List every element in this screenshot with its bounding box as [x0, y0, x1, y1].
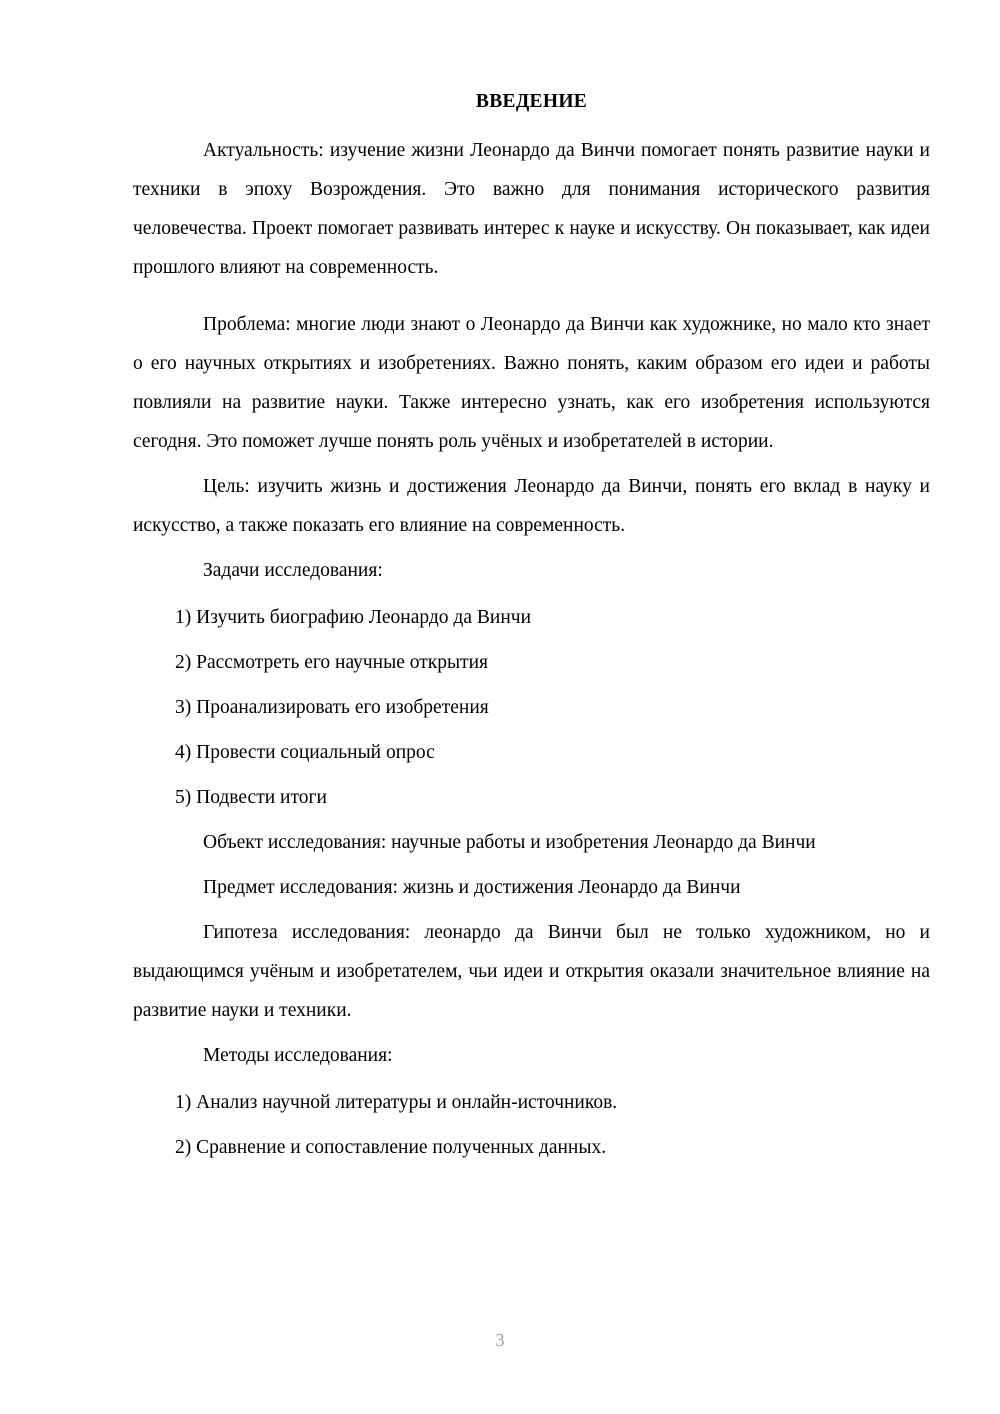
paragraph-hypothesis: Гипотеза исследования: леонардо да Винчи был не только художником, но и выдающимся учёным и изобретателем, чьи идеи и открытия оказали значительное влияние на развитие науки и техники.: [133, 922, 930, 1022]
list-item: 2) Рассмотреть его научные открытия: [175, 652, 488, 674]
methods-list: [133, 1075, 930, 1167]
paragraph-object: Объект исследования: научные работы и изобретения Леонардо да Винчи: [203, 832, 816, 854]
paragraph-goal: Цель: изучить жизнь и достижения Леонардо да Винчи, понять его вклад в науку и искусство, а также показать его влияние на современность.: [133, 476, 930, 537]
list-item: 4) Провести социальный опрос: [175, 742, 435, 764]
list-item: 2) Сравнение и сопоставление полученных данных.: [175, 1137, 607, 1159]
tasks-list: [133, 590, 930, 817]
page-number: 3: [495, 1330, 505, 1350]
paragraph-relevance: Актуальность: изучение жизни Леонардо да Винчи помогает понять развитие науки и техники в эпоху Возрождения. Это важно для понимания исторического развития человечества. Проект помогает развивать интерес к науке и искусству. Он показывает, как идеи прошлого влияют на современность.: [133, 140, 930, 279]
document-body: [133, 0, 930, 1167]
list-item: 1) Анализ научной литературы и онлайн-источников.: [175, 1092, 618, 1114]
paragraph-problem: Проблема: многие люди знают о Леонардо да Винчи как художнике, но мало кто знает о его научных открытиях и изобретениях. Важно понять, каким образом его идеи и работы повлияли на развитие науки. Также интересно узнать, как его изобретения используются сегодня. Это поможет лучше понять роль учёных и изобретателей в истории.: [133, 314, 930, 453]
paragraph-methods-label: Методы исследования:: [203, 1045, 393, 1067]
list-item: 5) Подвести итоги: [175, 787, 327, 809]
paragraph-subject: Предмет исследования: жизнь и достижения Леонардо да Винчи: [203, 877, 741, 899]
list-item: 1) Изучить биографию Леонардо да Винчи: [175, 607, 531, 629]
page-title: ВВЕДЕНИЕ: [475, 91, 588, 112]
list-item: 3) Проанализировать его изобретения: [175, 697, 489, 719]
paragraph-tasks-label: Задачи исследования:: [203, 560, 383, 582]
